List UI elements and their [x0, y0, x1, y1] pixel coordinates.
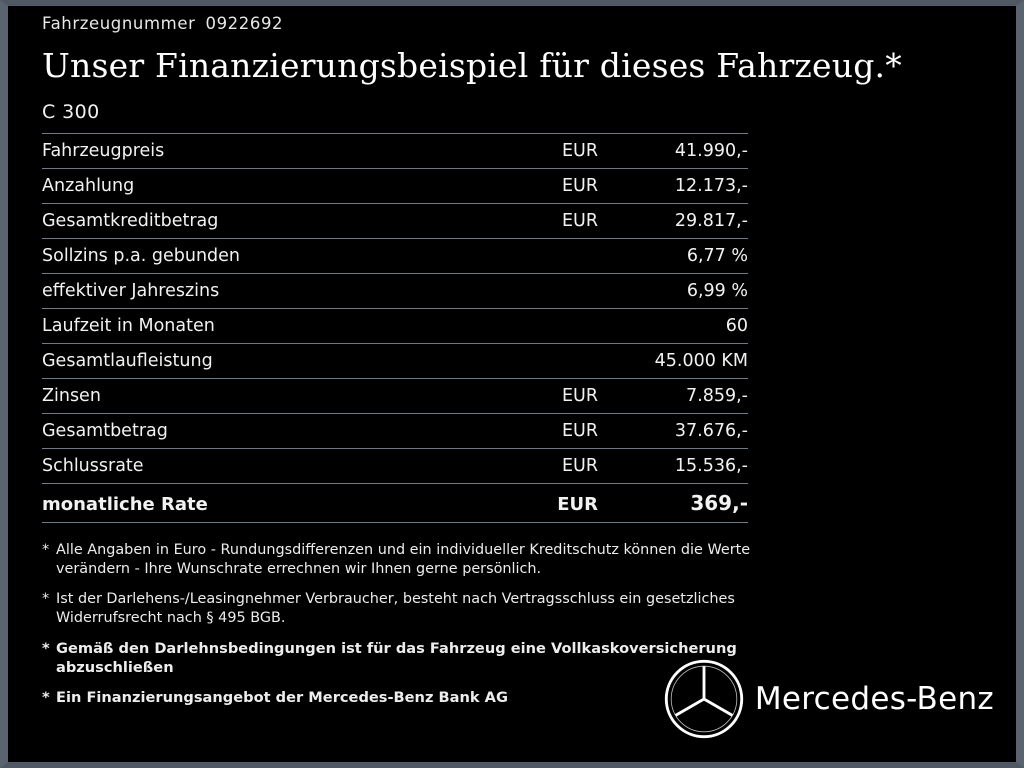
row-value: 369,- — [690, 491, 748, 515]
row-value: 37.676,- — [674, 421, 748, 441]
vehicle-model: C 300 — [42, 101, 100, 123]
row-label: Zinsen — [42, 386, 101, 406]
footnote-item — [42, 639, 762, 678]
footnote-marker: * — [42, 590, 50, 607]
brand-logo — [663, 658, 994, 740]
row-label: effektiver Jahreszins — [42, 281, 220, 301]
table-row — [42, 169, 748, 204]
table-row — [42, 449, 748, 484]
footnote-text: Ein Finanzierungsangebot der Mercedes-Benz Bank AG — [56, 689, 508, 707]
footnote-marker: * — [42, 639, 50, 657]
vehicle-number-value: 0922692 — [205, 14, 284, 33]
table-row — [42, 204, 748, 239]
footnote-item — [42, 688, 762, 708]
row-currency: EUR — [561, 386, 598, 406]
footnote-text: Gemäß den Darlehnsbedingungen ist für das Fahrzeug eine Vollkaskoversicherung abzuschließen — [56, 639, 737, 677]
row-value: 15.536,- — [674, 456, 748, 476]
footnotes — [42, 541, 762, 708]
vehicle-number-label: Fahrzeugnummer — [42, 14, 196, 33]
row-value: 60 — [725, 316, 748, 336]
row-currency: EUR — [561, 141, 598, 161]
row-label: Gesamtbetrag — [42, 421, 168, 441]
table-row — [42, 274, 748, 309]
footnote-text: Ist der Darlehens-/Leasingnehmer Verbraucher, besteht nach Vertragsschluss ein gesetzliches Widerrufsrecht nach § 495 BGB. — [56, 590, 735, 627]
vehicle-number-line — [42, 6, 982, 33]
table-row — [42, 344, 748, 379]
row-label: Gesamtkreditbetrag — [42, 211, 219, 231]
table-row-total — [42, 484, 748, 523]
row-label: Schlussrate — [42, 456, 144, 476]
table-row — [42, 309, 748, 344]
row-currency: EUR — [557, 494, 598, 515]
row-currency — [508, 239, 598, 274]
row-value: 6,99 % — [686, 281, 748, 301]
row-currency — [508, 309, 598, 344]
row-value: 41.990,- — [674, 141, 748, 161]
table-row — [42, 379, 748, 414]
row-currency — [508, 344, 598, 379]
row-label: Fahrzeugpreis — [42, 141, 165, 161]
row-value: 6,77 % — [686, 246, 748, 266]
row-value: 29.817,- — [674, 211, 748, 231]
brand-wordmark: Mercedes-Benz — [754, 681, 994, 717]
row-currency — [508, 274, 598, 309]
row-label: Sollzins p.a. gebunden — [42, 246, 241, 266]
row-label: Gesamtlaufleistung — [42, 351, 213, 371]
page-title: Unser Finanzierungsbeispiel für dieses Fahrzeug.* — [42, 46, 902, 85]
row-value: 7.859,- — [686, 386, 748, 406]
table-row — [42, 414, 748, 449]
financing-table — [42, 133, 748, 523]
footnote-item — [42, 541, 762, 580]
footnote-marker: * — [42, 542, 50, 558]
footnote-item — [42, 590, 762, 629]
footnote-text: Alle Angaben in Euro - Rundungsdifferenzen und ein individueller Kreditschutz können die Werte verändern - Ihre Wunschrate errechnen wir Ihnen gerne persönlich. — [56, 542, 751, 578]
table-row — [42, 239, 748, 274]
mercedes-star-icon — [663, 658, 745, 740]
table-row — [42, 134, 748, 169]
row-value: 12.173,- — [674, 176, 748, 196]
row-value: 45.000 KM — [654, 351, 748, 371]
row-label: monatliche Rate — [42, 494, 208, 515]
row-label: Laufzeit in Monaten — [42, 316, 215, 336]
footnote-marker: * — [42, 689, 50, 707]
document-body — [8, 6, 1016, 762]
row-currency: EUR — [561, 176, 598, 196]
row-currency: EUR — [561, 421, 598, 441]
row-currency: EUR — [561, 211, 598, 231]
row-label: Anzahlung — [42, 176, 135, 196]
row-currency: EUR — [561, 456, 598, 476]
